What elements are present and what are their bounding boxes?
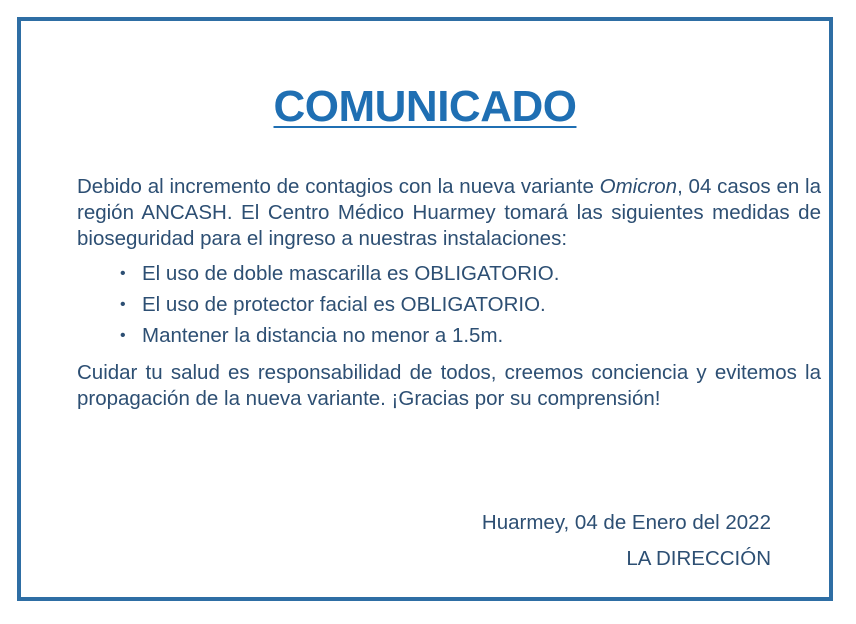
list-item — [120, 258, 821, 289]
signatory: LA DIRECCIÓN — [626, 547, 771, 570]
list-item — [120, 320, 821, 351]
notice-frame — [17, 17, 833, 601]
measure-text: El uso de doble mascarilla es OBLIGATORIO. — [142, 262, 560, 285]
notice-title-text: COMUNICADO — [273, 82, 577, 131]
bullet-icon: • — [120, 327, 126, 344]
closing-paragraph: Cuidar tu salud es responsabilidad de todos, creemos conciencia y evitemos la propagación de la nueva variante. ¡Gracias por su comprensión! — [77, 361, 821, 410]
notice-title — [21, 81, 829, 133]
list-item — [120, 289, 821, 320]
intro-text-start: Debido al incremento de contagios con la nueva variante — [77, 175, 600, 198]
notice-body — [77, 174, 821, 412]
bullet-icon: • — [120, 265, 126, 282]
measures-list — [77, 258, 821, 351]
intro-paragraph — [77, 174, 821, 252]
variant-name: Omicron — [599, 175, 678, 198]
signature-block — [482, 505, 771, 577]
measure-text: El uso de protector facial es OBLIGATORIO. — [142, 293, 546, 316]
intro-text-end: , 04 casos en la región ANCASH. El Centro Médico Huarmey tomará las siguientes medidas de bioseguridad para el ingreso a nuestras instalaciones: — [77, 175, 821, 250]
bullet-icon: • — [120, 296, 126, 313]
place-date: Huarmey, 04 de Enero del 2022 — [481, 511, 771, 534]
measure-text: Mantener la distancia no menor a 1.5m. — [142, 324, 504, 347]
